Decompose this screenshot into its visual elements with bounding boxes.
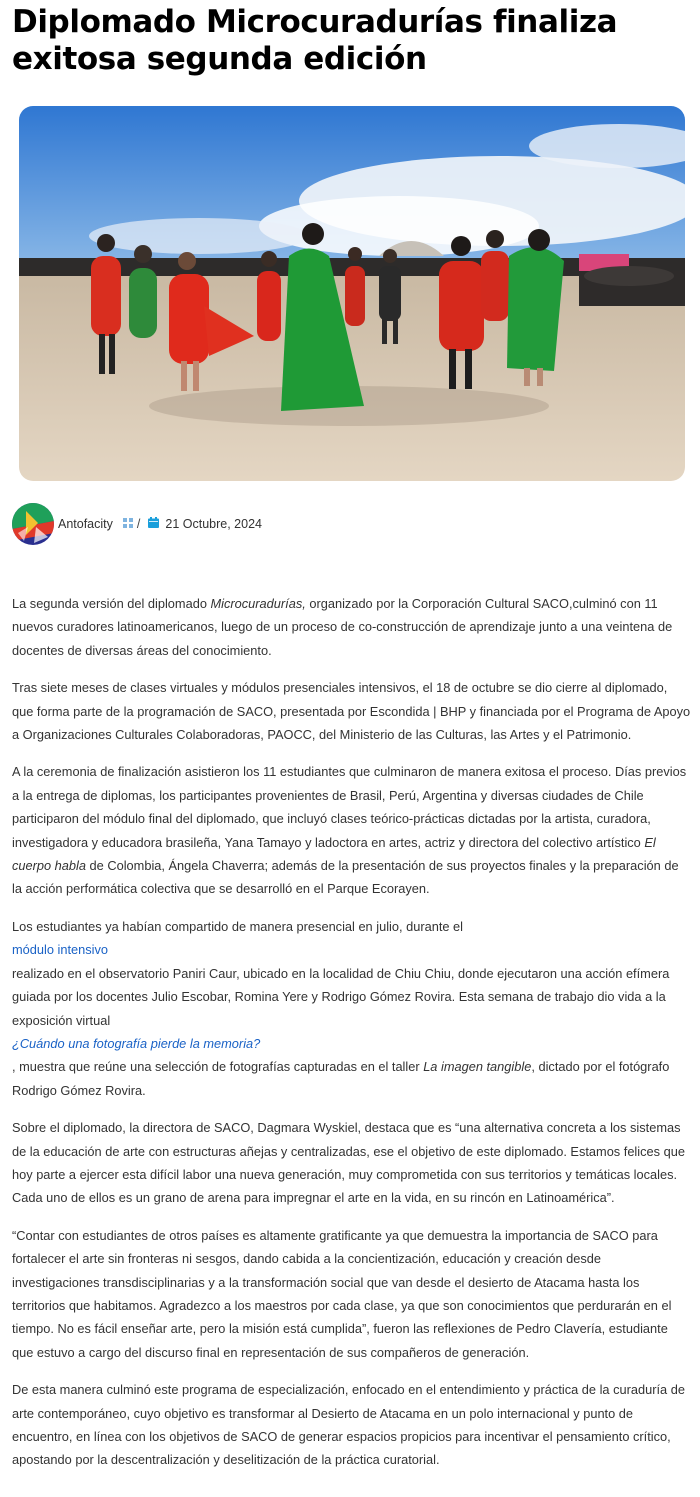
paragraph-7: De esta manera culminó este programa de especialización, enfocado en el entendimiento y práctica de la curaduría de arte contemporáneo, cuyo objetivo es transformar al Desierto de Atacama en un polo internacional y punto de encuentro, en línea con los objetivos de SACO de generar espacios propicios para incentivar el pensamiento crítico, apostando por la descentralización y deselitización de la práctica curatorial. bbox=[12, 1382, 685, 1468]
calendar-icon bbox=[148, 517, 159, 531]
exposicion-virtual-link[interactable]: ¿Cuándo una fotografía pierde la memoria? bbox=[12, 1035, 261, 1051]
hero-photo-illustration bbox=[19, 106, 685, 481]
paragraph-3: A la ceremonia de finalización asistieron los 11 estudiantes que culminaron de manera exitosa el proceso. Días previos a la entrega de diplomas, los participantes provenientes de Brasil, Perú, Argentina y diversas ciudades de Chile participaron del módulo final del diplomado, que incluyó clases teórico-prácticas dictadas por la artista, curadora, investigadora y educadora brasileña, Yana Tamayo y ladoctora en artes, actriz y directora del colectivo artístico El cuerpo habla de Colombia, Ángela Chaverra; además de la presentación de sus proyectos finales y la preparación de la acción performática colectiva que se desarrolló en el Parque Ecorayen. bbox=[12, 764, 687, 897]
paragraph-1: La segunda versión del diplomado Microcuradurías, organizado por la Corporación Cultural SACO,culminó con 11 nuevos curadores latinoamericanos, luego de un proceso de co-construcción de aprendizaje junto a una veintena de docentes de diversas áreas del conocimiento. bbox=[12, 596, 673, 658]
paragraph-2: Tras siete meses de clases virtuales y módulos presenciales intensivos, el 18 de octubre se dio cierre al diplomado, que forma parte de la programación de SACO, presentada por Escondida | BHP y financiada por el Programa de Apoyo a Organizaciones Culturales Colaboradoras, PAOCC, del Ministerio de las Culturas, las Artes y el Patrimonio. bbox=[12, 680, 691, 743]
author-avatar[interactable] bbox=[12, 503, 54, 545]
author-name[interactable]: Antofacity bbox=[58, 517, 113, 531]
article-body bbox=[12, 592, 692, 1486]
hero-photo bbox=[19, 106, 685, 481]
paragraph-5: Sobre el diplomado, la directora de SACO, Dagmara Wyskiel, destaca que es “una alternativa concreta a los sistemas de la educación de arte con estructuras añejas y centralizadas, ese el objetivo de este diplomado. Estamos felices que hoy parte a ejercer esta difícil labor una nueva generación, muy comprometida con sus territorios y temáticas locales. Cada uno de ellos es un grano de arena para impregnar el arte en la vida, en su rincón en Latinoamérica”. bbox=[12, 1120, 685, 1206]
modulo-intensivo-link[interactable]: módulo intensivo bbox=[12, 942, 109, 958]
paragraph-6: “Contar con estudiantes de otros países es altamente gratificante ya que demuestra la importancia de SACO para fortalecer el arte sin fronteras ni sesgos, dando cabida a la concientización, educación y creación desde investigaciones transdisciplinarias y a la transformación social que van desde el desierto de Atacama hasta los territorios que habitamos. Agradezco a los maestros por cada clase, ya que son conocimientos que perdurarán en el tiempo. No es fácil enseñar arte, pero la misión está cumplida”, fueron las reflexiones de Pedro Clavería, estudiante que estuvo a cargo del discurso final en representación de sus compañeros de generación. bbox=[12, 1227, 672, 1360]
article-meta bbox=[12, 503, 612, 545]
publish-date: 21 Octubre, 2024 bbox=[165, 517, 262, 531]
antofacity-logo-avatar bbox=[12, 503, 54, 545]
article-title: Diplomado Microcuradurías finaliza exitosa segunda edición bbox=[12, 4, 618, 77]
paragraph-4: Los estudiantes ya habían compartido de manera presencial en julio, durante el módulo intensivo realizado en el observatorio Paniri Caur, ubicado en la localidad de Chiu Chiu, donde ejecutaron una acción efímera guiada por los docentes Julio Escobar, Romina Yere y Rodrigo Gómez Rovira. Esta semana de trabajo dio vida a la exposición virtual ¿Cuándo una fotografía pierde la memoria? , muestra que reúne una selección de fotografías capturadas en el taller La imagen tangible, dictado por el fotógrafo Rodrigo Gómez Rovira. bbox=[12, 915, 692, 1102]
category-icon[interactable] bbox=[123, 517, 133, 531]
meta-separator: / bbox=[136, 517, 141, 531]
